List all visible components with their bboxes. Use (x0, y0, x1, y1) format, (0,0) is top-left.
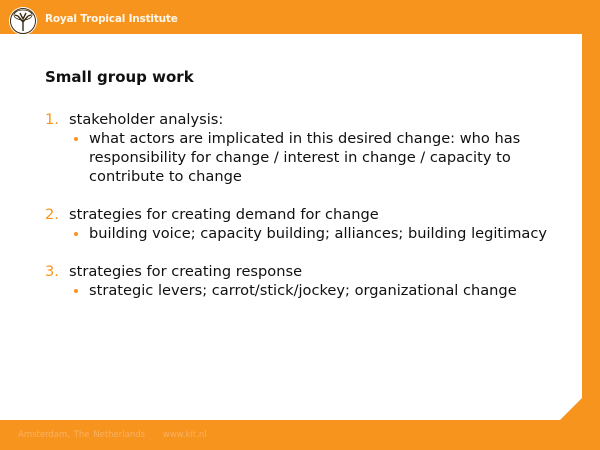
item-number: 1. (45, 111, 59, 128)
item-text: strategies for creating response (69, 263, 303, 280)
sub-item (69, 129, 575, 186)
item-text: stakeholder analysis: (69, 111, 224, 128)
bullet-icon (74, 137, 78, 141)
numbered-list (45, 110, 575, 300)
list-item (45, 110, 575, 186)
list-item (45, 262, 575, 300)
sub-item (69, 281, 575, 300)
sub-item-text: building voice; capacity building; alliances; building legitimacy (89, 225, 548, 242)
corner-wedge-decoration (530, 380, 600, 450)
item-number: 2. (45, 206, 59, 223)
list-item (45, 205, 575, 243)
org-name: Royal Tropical Institute (45, 13, 178, 25)
bullet-icon (74, 289, 78, 293)
item-number: 3. (45, 263, 59, 280)
slide-title: Small group work (45, 68, 194, 86)
footer-url[interactable]: www.kit.nl (162, 430, 207, 440)
item-text: strategies for creating demand for change (69, 206, 379, 223)
sub-item-text: strategic levers; carrot/stick/jockey; organizational change (89, 282, 517, 299)
tree-logo-icon (8, 6, 38, 36)
sub-item (69, 224, 575, 243)
sub-item-text: what actors are implicated in this desired change: who has responsibility for change / interest in change / capacity to contribute to change (89, 130, 521, 185)
footer (18, 430, 207, 440)
footer-location: Amsterdam, The Netherlands (18, 430, 146, 440)
bullet-icon (74, 232, 78, 236)
